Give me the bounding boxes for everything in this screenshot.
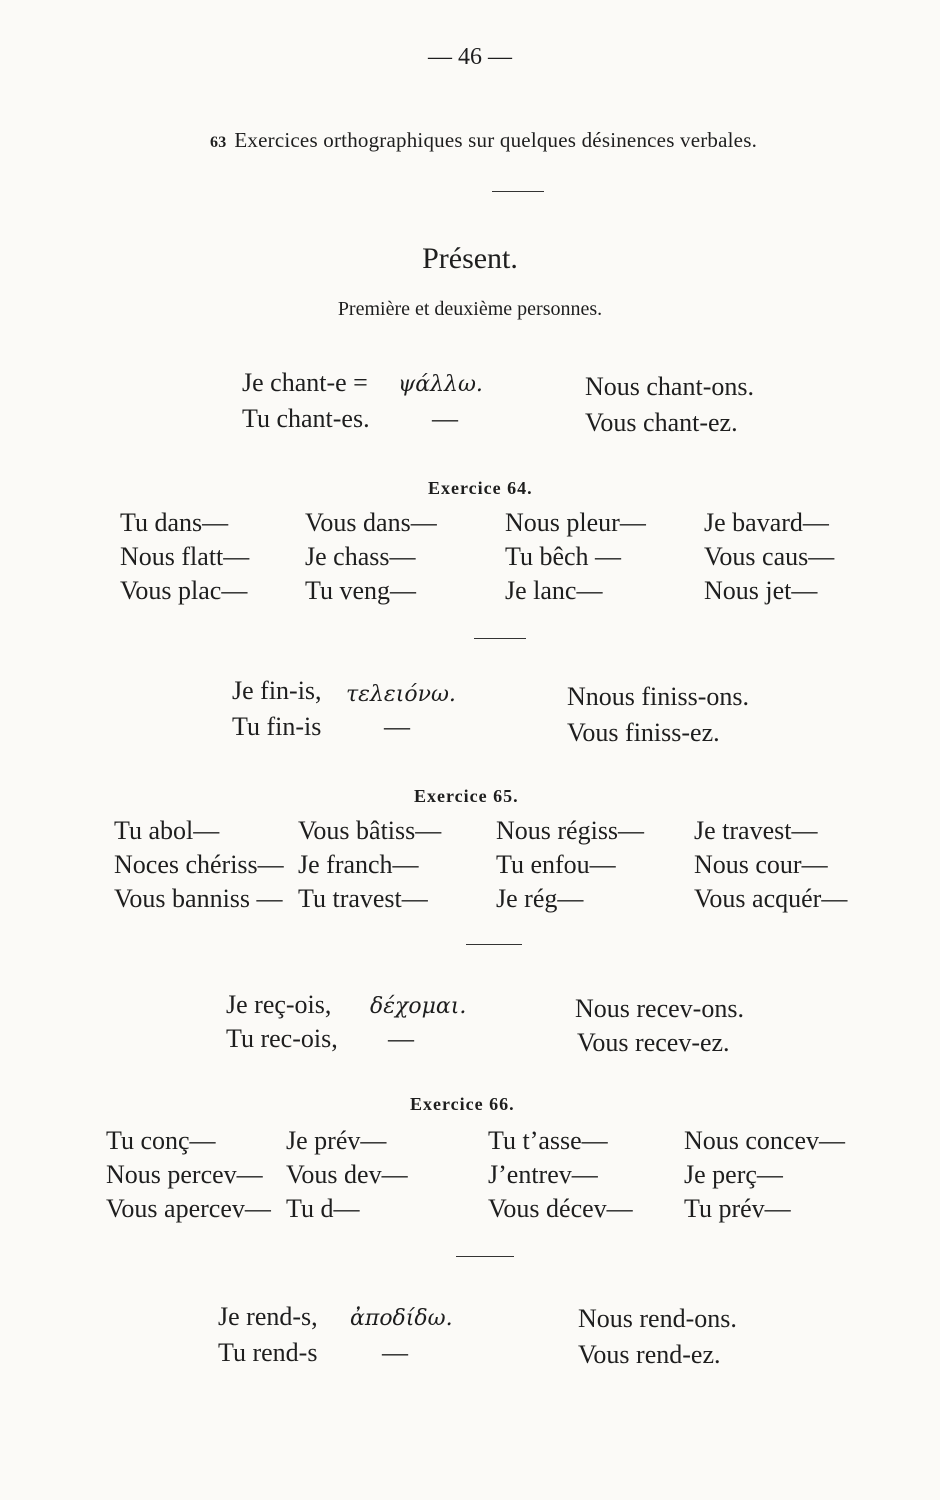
exercise-item: Tu bêch — [505, 542, 622, 571]
conj-line: Nous recev-ons. [575, 994, 744, 1023]
divider [474, 638, 526, 639]
exercise-item: Tu abol— [114, 816, 220, 845]
exercise-item: Tu dans— [120, 508, 229, 537]
exercise-item: Nous jet— [704, 576, 818, 605]
dash: — [384, 712, 410, 741]
exercise-item: Tu conç— [106, 1126, 216, 1155]
exercise-item: Tu veng— [305, 576, 417, 605]
conj-line: Je fin-is, [232, 676, 322, 705]
exercise-row [106, 1126, 856, 1160]
exercise-item: Je chass— [305, 542, 416, 571]
exercise-row [120, 576, 840, 610]
greek-word: τελειόνω. [346, 682, 456, 707]
section-title: Exercices orthographiques sur quelques désinences verbales. [234, 128, 758, 152]
exercise-item: Tu enfou— [496, 850, 616, 879]
dash: — [432, 404, 458, 433]
page-number: — 46 — [428, 44, 512, 70]
section-heading [210, 128, 757, 153]
exercise-item: Vous caus— [704, 542, 835, 571]
exercise-item: Tu travest— [298, 884, 428, 913]
exercise-item: Nous percev— [106, 1160, 263, 1189]
exercise-item: Vous décev— [488, 1194, 633, 1223]
exercise-item: Tu t’asse— [488, 1126, 608, 1155]
conj-line: Nnous finiss-ons. [567, 682, 750, 711]
exercise-item: Je rég— [496, 884, 584, 913]
exercise-label: Exercice 64. [428, 478, 533, 498]
exercise-label: Exercice 65. [414, 786, 519, 806]
exercise-66-grid [106, 1126, 856, 1228]
conj-line: Vous chant-ez. [585, 408, 738, 437]
tense-subtitle: Première et deuxième personnes. [337, 298, 603, 320]
conj-line: Je rend-s, [218, 1302, 318, 1331]
exercise-item: Vous plac— [120, 576, 248, 605]
conj-line: Tu fin-is [232, 712, 322, 741]
exercise-item: Noces chériss— [114, 850, 284, 879]
exercise-item: Nous pleur— [505, 508, 646, 537]
exercise-item: Tu d— [286, 1194, 360, 1223]
exercise-row [114, 884, 854, 918]
conj-line: Tu chant-es. [242, 404, 370, 433]
exercise-item: J’entrev— [488, 1160, 598, 1189]
exercise-item: Vous dans— [305, 508, 437, 537]
divider [456, 1256, 514, 1257]
exercise-item: Je bavard— [704, 508, 829, 537]
exercise-row [120, 508, 840, 542]
exercise-item: Je prév— [286, 1126, 387, 1155]
exercise-item: Nous flatt— [120, 542, 250, 571]
exercise-64-grid [120, 508, 840, 610]
conj-line: Vous finiss-ez. [567, 718, 720, 747]
exercise-item: Je travest— [694, 816, 818, 845]
dash: — [388, 1024, 414, 1053]
exercise-item: Je franch— [298, 850, 419, 879]
dash: — [382, 1338, 408, 1367]
exercise-item: Vous bâtiss— [298, 816, 442, 845]
divider [466, 944, 522, 945]
section-number: 63 [210, 134, 227, 151]
conj-line: Vous recev-ez. [577, 1028, 730, 1057]
exercise-item: Nous cour— [694, 850, 828, 879]
exercise-item: Tu prév— [684, 1194, 791, 1223]
greek-word: ἀποδίδω. [350, 1306, 453, 1331]
exercise-item: Vous banniss — [114, 884, 283, 913]
divider [492, 191, 544, 192]
exercise-item: Vous acquér— [694, 884, 848, 913]
exercise-label: Exercice 66. [410, 1094, 515, 1114]
exercise-item: Je perç— [684, 1160, 783, 1189]
conj-line: Nous chant-ons. [585, 372, 754, 401]
conj-line: Nous rend-ons. [578, 1304, 737, 1333]
exercise-item: Vous dev— [286, 1160, 408, 1189]
conj-line: Vous rend-ez. [578, 1340, 721, 1369]
exercise-item: Nous régiss— [496, 816, 645, 845]
conj-line: Tu rend-s [218, 1338, 318, 1367]
exercise-item: Je lanc— [505, 576, 603, 605]
conj-line: Je chant-e = [242, 368, 368, 397]
exercise-row [114, 816, 854, 850]
conj-line: Tu rec-ois, [226, 1024, 338, 1053]
exercise-65-grid [114, 816, 854, 918]
exercise-item: Vous apercev— [106, 1194, 271, 1223]
exercise-row [114, 850, 854, 884]
greek-word: ψάλλω. [398, 372, 483, 397]
exercise-item: Nous concev— [684, 1126, 846, 1155]
conj-line: Je reç-ois, [226, 990, 332, 1019]
exercise-row [120, 542, 840, 576]
greek-word: δέχομαι. [370, 994, 467, 1019]
tense-title: Présent. [422, 242, 518, 275]
exercise-row [106, 1160, 856, 1194]
exercise-row [106, 1194, 856, 1228]
